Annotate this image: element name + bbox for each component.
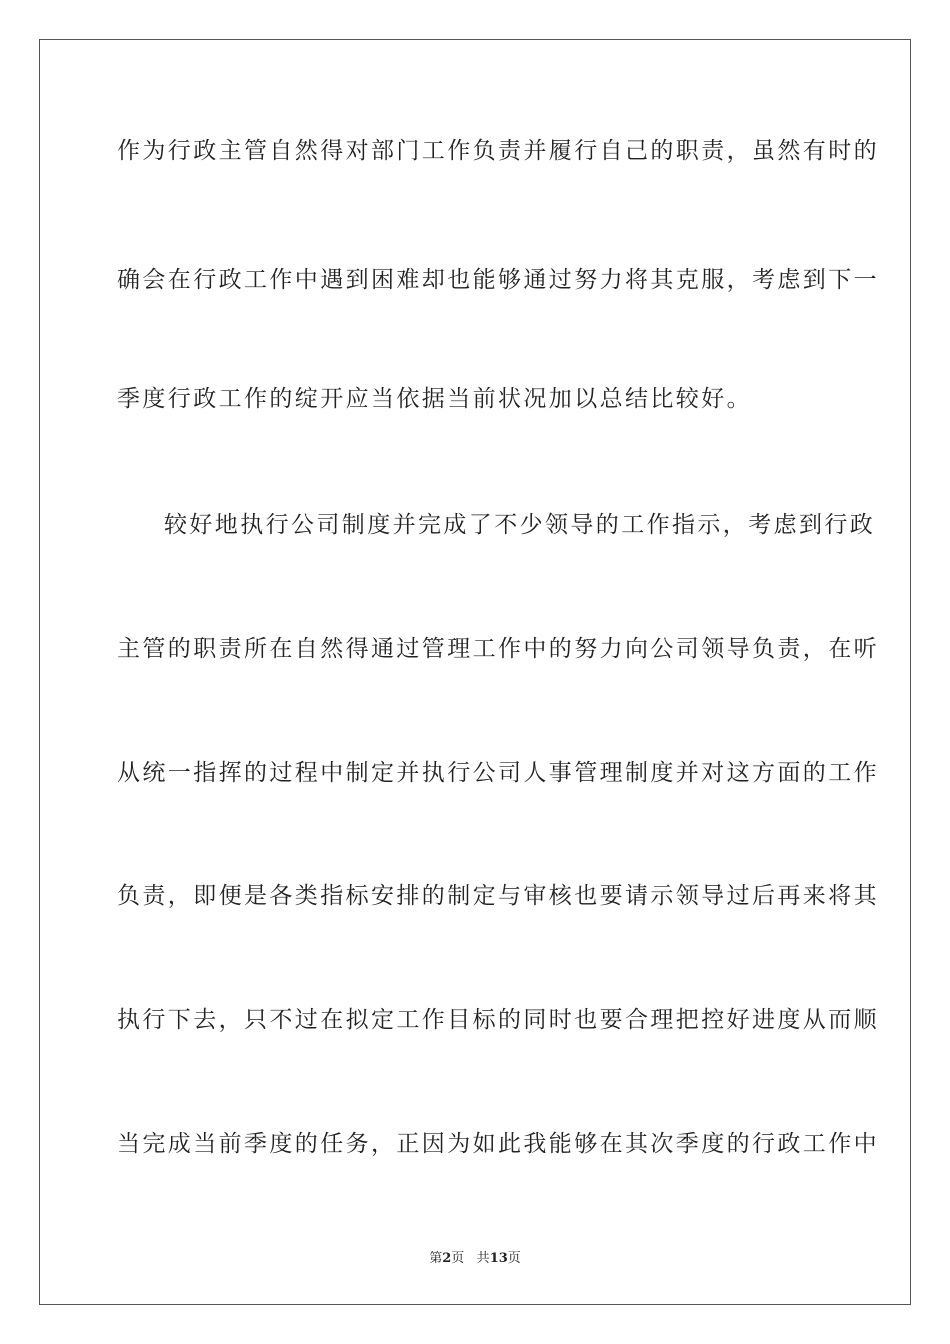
text-line: 确会在行政工作中遇到困难却也能够通过努力将其克服，考虑到下一 bbox=[117, 267, 879, 293]
text-line: 从统一指挥的过程中制定并执行公司人事管理制度并对这方面的工作 bbox=[117, 760, 879, 786]
total-prefix: 共 bbox=[476, 1251, 490, 1266]
total-pages: 13 bbox=[489, 1251, 508, 1266]
text-line: 当完成当前季度的任务，正因为如此我能够在其次季度的行政工作中 bbox=[117, 1131, 879, 1157]
text-line: 执行下去，只不过在拟定工作目标的同时也要合理把控好进度从而顺 bbox=[117, 1007, 879, 1033]
text-line: 作为行政主管自然得对部门工作负责并履行自己的职责，虽然有时的 bbox=[117, 138, 879, 164]
text-line: 季度行政工作的绽开应当依据当前状况加以总结比较好。 bbox=[117, 386, 752, 412]
total-suffix: 页 bbox=[507, 1251, 521, 1266]
page-suffix: 页 bbox=[451, 1251, 465, 1266]
page-prefix: 第 bbox=[429, 1251, 443, 1266]
text-line: 负责，即便是各类指标安排的制定与审核也要请示领导过后再来将其 bbox=[117, 883, 879, 909]
page-number: 2 bbox=[442, 1251, 452, 1266]
page-border bbox=[39, 39, 911, 1305]
page-footer bbox=[0, 1247, 950, 1266]
text-line: 主管的职责所在自然得通过管理工作中的努力向公司领导负责，在听 bbox=[117, 636, 879, 662]
text-line-indented: 较好地执行公司制度并完成了不少领导的工作指示，考虑到行政 bbox=[164, 512, 876, 538]
